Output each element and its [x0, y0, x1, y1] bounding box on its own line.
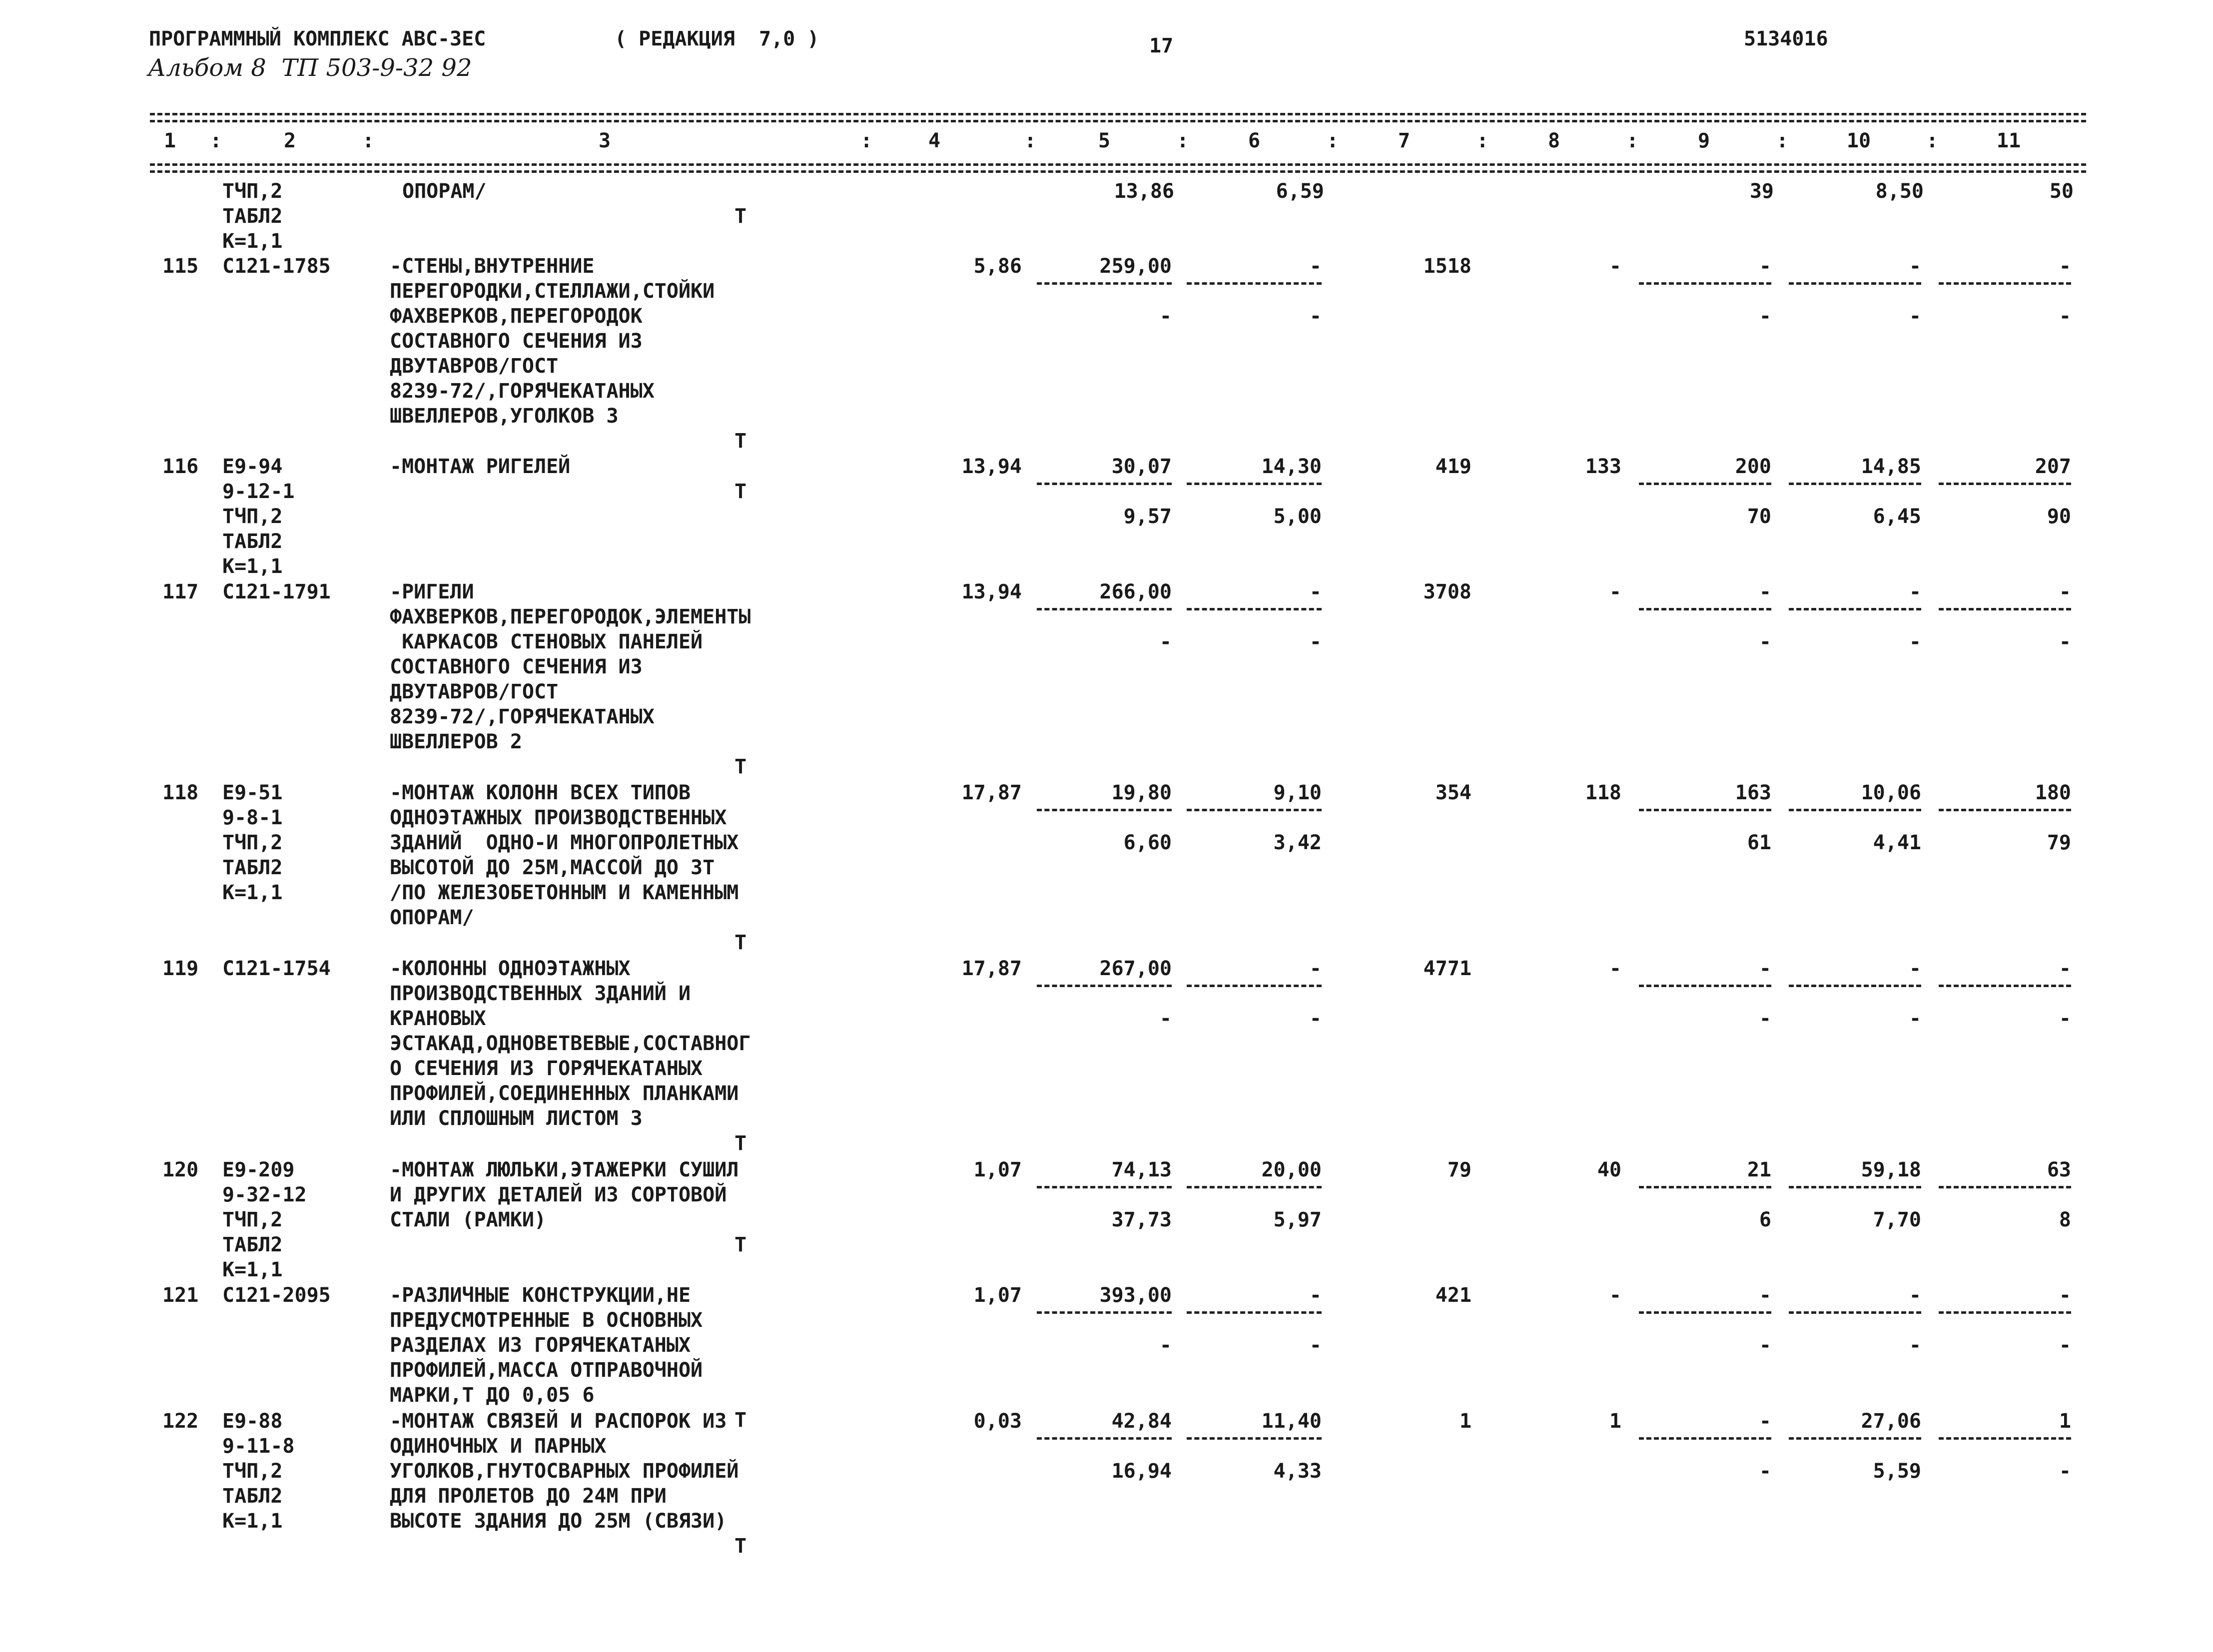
cell-col-4: 17,87 — [961, 957, 1022, 980]
cell-col-10-lower: - — [1909, 1334, 1921, 1357]
cell-col-9: - — [1759, 1284, 1771, 1307]
row-description: -МОНТАЖ ЛЮЛЬКИ,ЭТАЖЕРКИ СУШИЛ — [390, 1158, 739, 1181]
cell-col-11: 180 — [2035, 781, 2071, 804]
cell-separator-col-5 — [1037, 1311, 1172, 1314]
cell-col-6-lower: - — [1309, 305, 1322, 328]
cell-col-9: 200 — [1735, 455, 1771, 478]
col-header-9: 9 — [1697, 129, 1710, 152]
cell-col-6: - — [1309, 1284, 1322, 1307]
cell-col-8: 1 — [1609, 1410, 1621, 1433]
row-code: С121-1754 — [222, 957, 331, 980]
cell-separator-col-9 — [1639, 608, 1771, 610]
row-description: ОДИНОЧНЫХ И ПАРНЫХ — [390, 1435, 607, 1458]
row-description: ПРОИЗВОДСТВЕННЫХ ЗДАНИЙ И — [390, 982, 691, 1005]
unit-marker: Т — [735, 1132, 747, 1155]
row-description: -МОНТАЖ СВЯЗЕЙ И РАСПОРОК ИЗ — [390, 1410, 727, 1433]
cell-col-9-lower: - — [1759, 1334, 1771, 1357]
row-description: КАРКАСОВ СТЕНОВЫХ ПАНЕЛЕЙ — [390, 630, 703, 653]
row-description: ОПОРАМ/ — [390, 906, 474, 929]
row-description: МАРКИ,Т ДО 0,05 6 — [390, 1384, 595, 1407]
cell-col-5-lower: 37,73 — [1111, 1208, 1172, 1231]
row-number: 116 — [162, 455, 199, 478]
page-number: 17 — [1149, 34, 1174, 57]
cell-separator-col-10 — [1789, 809, 1921, 811]
row-description: ДВУТАВРОВ/ГОСТ — [390, 355, 559, 378]
unit-marker: Т — [735, 430, 747, 453]
row-code: С121-1791 — [222, 580, 331, 603]
row-description: ШВЕЛЛЕРОВ,УГОЛКОВ 3 — [390, 405, 619, 428]
row-code: ТАБЛ2 — [222, 856, 283, 879]
cell-separator-col-6 — [1187, 1437, 1322, 1440]
row-code: К=1,1 — [222, 555, 283, 578]
cell-col-10: - — [1909, 1284, 1921, 1307]
cell-col-6: 14,30 — [1261, 455, 1322, 478]
cell-separator-col-11 — [1939, 1437, 2071, 1440]
row-description: И ДРУГИХ ДЕТАЛЕЙ ИЗ СОРТОВОЙ — [390, 1183, 727, 1206]
row-code: ТЧП,2 — [222, 1208, 283, 1231]
row-description: ВЫСОТОЙ ДО 25М,МАССОЙ ДО 3Т — [390, 856, 715, 879]
row-code: К=1,1 — [222, 230, 283, 253]
cell-col-8: 133 — [1585, 455, 1621, 478]
cell-col-4: 1,07 — [973, 1158, 1022, 1181]
cell-col-10: 10,06 — [1861, 781, 1921, 804]
cell-col-11: 207 — [2035, 455, 2071, 478]
row-description: -МОНТАЖ РИГЕЛЕЙ — [390, 455, 571, 478]
cell-col-4: 13,94 — [961, 580, 1022, 603]
cell-col-5-lower: - — [1159, 630, 1172, 653]
cell-col-5: 266,00 — [1099, 580, 1172, 603]
cell-col-7: 1518 — [1423, 255, 1472, 278]
row-code: 9-12-1 — [222, 480, 295, 503]
cell-col-5: 42,84 — [1111, 1410, 1172, 1433]
cell-separator-col-6 — [1187, 985, 1322, 987]
row-code: 9-8-1 — [222, 806, 283, 829]
cell-col-11-lower: - — [2059, 1007, 2071, 1030]
cell-col-8: 118 — [1585, 781, 1621, 804]
row-description: ДЛЯ ПРОЛЕТОВ ДО 24М ПРИ — [390, 1485, 667, 1508]
cell-col-10-lower: - — [1909, 1007, 1921, 1030]
cell-col-5: 393,00 — [1099, 1284, 1172, 1307]
cell-col-6-lower: - — [1309, 630, 1322, 653]
row-number: 115 — [162, 255, 199, 278]
cell-col-11: 1 — [2059, 1410, 2071, 1433]
col-header-8: 8 — [1547, 129, 1560, 152]
cell-col-9: 21 — [1747, 1158, 1771, 1181]
row-code: Е9-94 — [222, 455, 283, 478]
cell-col-6-lower: 4,33 — [1273, 1460, 1322, 1483]
row-number: 117 — [162, 580, 199, 603]
cell-col-6-lower: 5,97 — [1273, 1208, 1322, 1231]
col-header-10: 10 — [1846, 129, 1871, 152]
cell-col-9-lower: - — [1759, 1007, 1771, 1030]
row-description: -РИГЕЛИ — [390, 580, 474, 603]
cell-col-9: 39 — [1749, 180, 1774, 203]
cell-separator-col-9 — [1639, 809, 1771, 811]
row-code: ТЧП,2 — [222, 1460, 283, 1483]
row-description: 8239-72/,ГОРЯЧЕКАТАНЫХ — [390, 380, 655, 403]
row-code: К=1,1 — [222, 1510, 283, 1533]
cell-col-11-lower: - — [2059, 630, 2071, 653]
cell-col-8: - — [1609, 1284, 1621, 1307]
cell-col-6: - — [1309, 580, 1322, 603]
program-title: ПРОГРАММНЫЙ КОМПЛЕКС АВС-3ЕС — [149, 27, 486, 50]
cell-separator-col-10 — [1789, 1437, 1921, 1440]
cell-separator-col-6 — [1187, 483, 1322, 485]
cell-col-6-lower: 5,00 — [1273, 505, 1322, 528]
cell-col-5: 74,13 — [1111, 1158, 1172, 1181]
cell-separator-col-9 — [1639, 1311, 1771, 1314]
unit-marker: Т — [735, 931, 747, 954]
cell-separator-col-11 — [1939, 809, 2071, 811]
row-number: 122 — [162, 1410, 199, 1433]
cell-separator-col-6 — [1187, 1186, 1322, 1188]
row-description: 8239-72/,ГОРЯЧЕКАТАНЫХ — [390, 705, 655, 728]
cell-separator-col-9 — [1639, 1437, 1771, 1440]
cell-col-5: 259,00 — [1099, 255, 1172, 278]
cell-col-5-lower: 6,60 — [1123, 831, 1172, 854]
cell-col-7: 421 — [1435, 1284, 1472, 1307]
cell-separator-col-5 — [1037, 985, 1172, 987]
row-description: -МОНТАЖ КОЛОНН ВСЕХ ТИПОВ — [390, 781, 691, 804]
cell-separator-col-11 — [1939, 1186, 2071, 1188]
cell-col-7: 419 — [1435, 455, 1472, 478]
cell-separator-col-5 — [1037, 809, 1172, 811]
col-sep: : — [1024, 129, 1037, 152]
cell-col-6-lower: - — [1309, 1334, 1322, 1357]
cell-separator-col-10 — [1789, 483, 1921, 485]
cell-col-10: - — [1909, 957, 1921, 980]
cell-col-5: 13,86 — [1114, 180, 1174, 203]
row-description: -РАЗЛИЧНЫЕ КОНСТРУКЦИИ,НЕ — [390, 1284, 691, 1307]
col-sep: : — [1327, 129, 1339, 152]
row-code: ТАБЛ2 — [222, 1485, 283, 1508]
col-header-11: 11 — [1996, 129, 2021, 152]
cell-col-10-lower: 6,45 — [1873, 505, 1921, 528]
unit-marker: Т — [735, 1535, 747, 1558]
cell-col-9-lower: - — [1759, 305, 1771, 328]
col-sep: : — [1776, 129, 1789, 152]
col-header-3: 3 — [598, 129, 611, 152]
cell-separator-col-5 — [1037, 1186, 1172, 1188]
unit-marker: Т — [735, 205, 747, 228]
cell-col-7: 79 — [1447, 1158, 1472, 1181]
cell-col-6: - — [1309, 255, 1322, 278]
row-code: Е9-51 — [222, 781, 283, 804]
cell-col-11: - — [2059, 255, 2071, 278]
cell-separator-col-11 — [1939, 985, 2071, 987]
cell-separator-col-10 — [1789, 1186, 1921, 1188]
cell-col-5: 30,07 — [1111, 455, 1172, 478]
cell-col-9-lower: - — [1759, 630, 1771, 653]
cell-col-8: - — [1609, 580, 1621, 603]
cell-separator-col-5 — [1037, 1437, 1172, 1440]
unit-marker: Т — [735, 1233, 747, 1256]
cell-col-7: 3708 — [1423, 580, 1472, 603]
cell-separator-col-11 — [1939, 483, 2071, 485]
cell-separator-col-5 — [1037, 282, 1172, 285]
cell-col-11-lower: - — [2059, 1460, 2071, 1483]
cell-col-9: - — [1759, 957, 1771, 980]
col-header-4: 4 — [928, 129, 941, 152]
cell-separator-col-10 — [1789, 608, 1921, 610]
col-sep: : — [1926, 129, 1939, 152]
cell-separator-col-9 — [1639, 282, 1771, 285]
row-description: ПРЕДУСМОТРЕННЫЕ В ОСНОВНЫХ — [390, 1309, 703, 1332]
cell-separator-col-11 — [1939, 282, 2071, 285]
cell-col-9-lower: 70 — [1747, 505, 1771, 528]
row-number: 120 — [162, 1158, 199, 1181]
cell-col-8: - — [1609, 957, 1621, 980]
col-sep: : — [1476, 129, 1489, 152]
cell-col-9: - — [1759, 580, 1771, 603]
cell-col-5-lower: 16,94 — [1111, 1460, 1172, 1483]
cell-col-10-lower: 5,59 — [1873, 1460, 1921, 1483]
col-sep: : — [1626, 129, 1639, 152]
row-description: ПЕРЕГОРОДКИ,СТЕЛЛАЖИ,СТОЙКИ — [390, 280, 715, 303]
row-description: ОПОРАМ/ — [402, 180, 487, 203]
row-code: ТЧП,2 — [222, 180, 283, 203]
row-code: ТАБЛ2 — [222, 205, 283, 228]
cell-col-6: 9,10 — [1273, 781, 1322, 804]
cell-col-5: 267,00 — [1099, 957, 1172, 980]
row-description: СОСТАВНОГО СЕЧЕНИЯ ИЗ — [390, 330, 643, 353]
col-sep: : — [210, 129, 222, 152]
unit-marker: Т — [735, 755, 747, 778]
cell-col-6-lower: - — [1309, 1007, 1322, 1030]
row-description: ОДНОЭТАЖНЫХ ПРОИЗВОДСТВЕННЫХ — [390, 806, 727, 829]
row-description: РАЗДЕЛАХ ИЗ ГОРЯЧЕКАТАНЫХ — [390, 1334, 691, 1357]
cell-col-11: - — [2059, 1284, 2071, 1307]
row-description: ЗДАНИЙ ОДНО-И МНОГОПРОЛЕТНЫХ — [390, 831, 739, 854]
col-header-6: 6 — [1248, 129, 1261, 152]
cell-col-10-lower: - — [1909, 630, 1921, 653]
unit-marker: Т — [735, 480, 747, 503]
cell-col-4: 0,03 — [973, 1410, 1022, 1433]
col-header-1: 1 — [163, 129, 176, 152]
cell-col-10-lower: 4,41 — [1873, 831, 1921, 854]
col-header-5: 5 — [1098, 129, 1111, 152]
row-description: ПРОФИЛЕЙ,СОЕДИНЕННЫХ ПЛАНКАМИ — [390, 1082, 739, 1105]
document-number: 5134016 — [1744, 27, 1828, 50]
row-code: Е9-88 — [222, 1410, 283, 1433]
row-description: ФАХВЕРКОВ,ПЕРЕГОРОДОК,ЭЛЕМЕНТЫ — [390, 605, 751, 628]
row-code: ТЧП,2 — [222, 831, 283, 854]
cell-col-7: 1 — [1459, 1410, 1472, 1433]
cell-separator-col-11 — [1939, 1311, 2071, 1314]
cell-col-9: - — [1759, 255, 1771, 278]
row-description: СТАЛИ (РАМКИ) — [390, 1208, 547, 1231]
cell-col-5-lower: - — [1159, 305, 1172, 328]
row-description: -СТЕНЫ,ВНУТРЕННИЕ — [390, 255, 595, 278]
row-description: ИЛИ СПЛОШНЫМ ЛИСТОМ 3 — [390, 1107, 643, 1130]
row-description: ФАХВЕРКОВ,ПЕРЕГОРОДОК — [390, 305, 643, 328]
cell-separator-col-9 — [1639, 985, 1771, 987]
row-description: ПРОФИЛЕЙ,МАССА ОТПРАВОЧНОЙ — [390, 1359, 703, 1382]
cell-col-11: - — [2059, 580, 2071, 603]
row-description: ШВЕЛЛЕРОВ 2 — [390, 730, 522, 753]
cell-col-5-lower: 9,57 — [1123, 505, 1172, 528]
cell-col-10: - — [1909, 580, 1921, 603]
cell-col-10-lower: 7,70 — [1873, 1208, 1921, 1231]
cell-col-10: 8,50 — [1875, 180, 1924, 203]
cell-col-4: 5,86 — [973, 255, 1022, 278]
row-number: 118 — [162, 781, 199, 804]
cell-col-4: 1,07 — [973, 1284, 1022, 1307]
cell-col-5: 19,80 — [1111, 781, 1172, 804]
edition-label: ( РЕДАКЦИЯ 7,0 ) — [615, 27, 819, 50]
cell-col-11-lower: 90 — [2047, 505, 2071, 528]
cell-col-9-lower: 61 — [1747, 831, 1771, 854]
album-handwritten-note: Альбом 8 ТП 503-9-32 92 — [148, 54, 472, 82]
row-number: 119 — [162, 957, 199, 980]
cell-col-10: 59,18 — [1861, 1158, 1921, 1181]
cell-col-5-lower: - — [1159, 1334, 1172, 1357]
cell-col-8: 40 — [1597, 1158, 1621, 1181]
cell-col-8: - — [1609, 255, 1621, 278]
cell-col-11: - — [2059, 957, 2071, 980]
cell-separator-col-6 — [1187, 809, 1322, 811]
cell-col-4: 13,94 — [961, 455, 1022, 478]
cell-col-11-lower: 8 — [2059, 1208, 2071, 1231]
cell-separator-col-5 — [1037, 608, 1172, 610]
cell-separator-col-5 — [1037, 483, 1172, 485]
row-code: К=1,1 — [222, 1258, 283, 1281]
row-description: СОСТАВНОГО СЕЧЕНИЯ ИЗ — [390, 655, 643, 678]
row-description: О СЕЧЕНИЯ ИЗ ГОРЯЧЕКАТАНЫХ — [390, 1057, 703, 1080]
cell-separator-col-9 — [1639, 483, 1771, 485]
cell-col-10: 14,85 — [1861, 455, 1921, 478]
cell-col-11-lower: - — [2059, 305, 2071, 328]
cell-col-9-lower: 6 — [1759, 1208, 1771, 1231]
col-sep: : — [362, 129, 375, 152]
row-code: ТАБЛ2 — [222, 530, 283, 553]
row-code: 9-11-8 — [222, 1435, 295, 1458]
cell-separator-col-6 — [1187, 608, 1322, 610]
cell-col-7: 4771 — [1423, 957, 1472, 980]
col-header-7: 7 — [1398, 129, 1411, 152]
row-description: /ПО ЖЕЛЕЗОБЕТОННЫМ И КАМЕННЫМ — [390, 881, 739, 904]
cell-col-4: 17,87 — [961, 781, 1022, 804]
cell-col-6: 6,59 — [1276, 180, 1324, 203]
cell-separator-col-6 — [1187, 1311, 1322, 1314]
row-description: -КОЛОННЫ ОДНОЭТАЖНЫХ — [390, 957, 631, 980]
cell-col-9-lower: - — [1759, 1460, 1771, 1483]
cell-col-11-lower: 79 — [2047, 831, 2071, 854]
row-code: К=1,1 — [222, 881, 283, 904]
col-header-2: 2 — [283, 129, 296, 152]
col-sep: : — [1177, 129, 1189, 152]
row-description: ВЫСОТЕ ЗДАНИЯ ДО 25М (СВЯЗИ) — [390, 1510, 727, 1533]
cell-separator-col-10 — [1789, 1311, 1921, 1314]
cell-col-6-lower: 3,42 — [1273, 831, 1322, 854]
row-code: 9-32-12 — [222, 1183, 307, 1206]
cell-col-10-lower: - — [1909, 305, 1921, 328]
cell-col-5-lower: - — [1159, 1007, 1172, 1030]
cell-col-11: 63 — [2047, 1158, 2071, 1181]
row-description: ЭСТАКАД,ОДНОВЕТВЕВЫЕ,СОСТАВНОГ — [390, 1032, 751, 1055]
row-number: 121 — [162, 1284, 199, 1307]
row-description: УГОЛКОВ,ГНУТОСВАРНЫХ ПРОФИЛЕЙ — [390, 1460, 739, 1483]
row-code: ТАБЛ2 — [222, 1233, 283, 1256]
cell-col-10: 27,06 — [1861, 1410, 1921, 1433]
cell-separator-col-10 — [1789, 985, 1921, 987]
cell-col-6: - — [1309, 957, 1322, 980]
row-description: КРАНОВЫХ — [390, 1007, 486, 1030]
col-sep: : — [860, 129, 873, 152]
row-code: ТЧП,2 — [222, 505, 283, 528]
cell-col-9: 163 — [1735, 781, 1771, 804]
cell-separator-col-9 — [1639, 1186, 1771, 1188]
row-description: ДВУТАВРОВ/ГОСТ — [390, 680, 559, 703]
unit-marker: Т — [735, 1409, 747, 1432]
row-code: С121-1785 — [222, 255, 331, 278]
row-code: С121-2095 — [222, 1284, 331, 1307]
row-code: Е9-209 — [222, 1158, 295, 1181]
cell-separator-col-6 — [1187, 282, 1322, 285]
cell-col-10: - — [1909, 255, 1921, 278]
cell-col-6: 11,40 — [1261, 1410, 1322, 1433]
cell-col-6: 20,00 — [1261, 1158, 1322, 1181]
cell-col-7: 354 — [1435, 781, 1472, 804]
cell-col-9: - — [1759, 1410, 1771, 1433]
cell-separator-col-10 — [1789, 282, 1921, 285]
cell-col-11-lower: - — [2059, 1334, 2071, 1357]
cell-separator-col-11 — [1939, 608, 2071, 610]
cell-col-11: 50 — [2049, 180, 2074, 203]
